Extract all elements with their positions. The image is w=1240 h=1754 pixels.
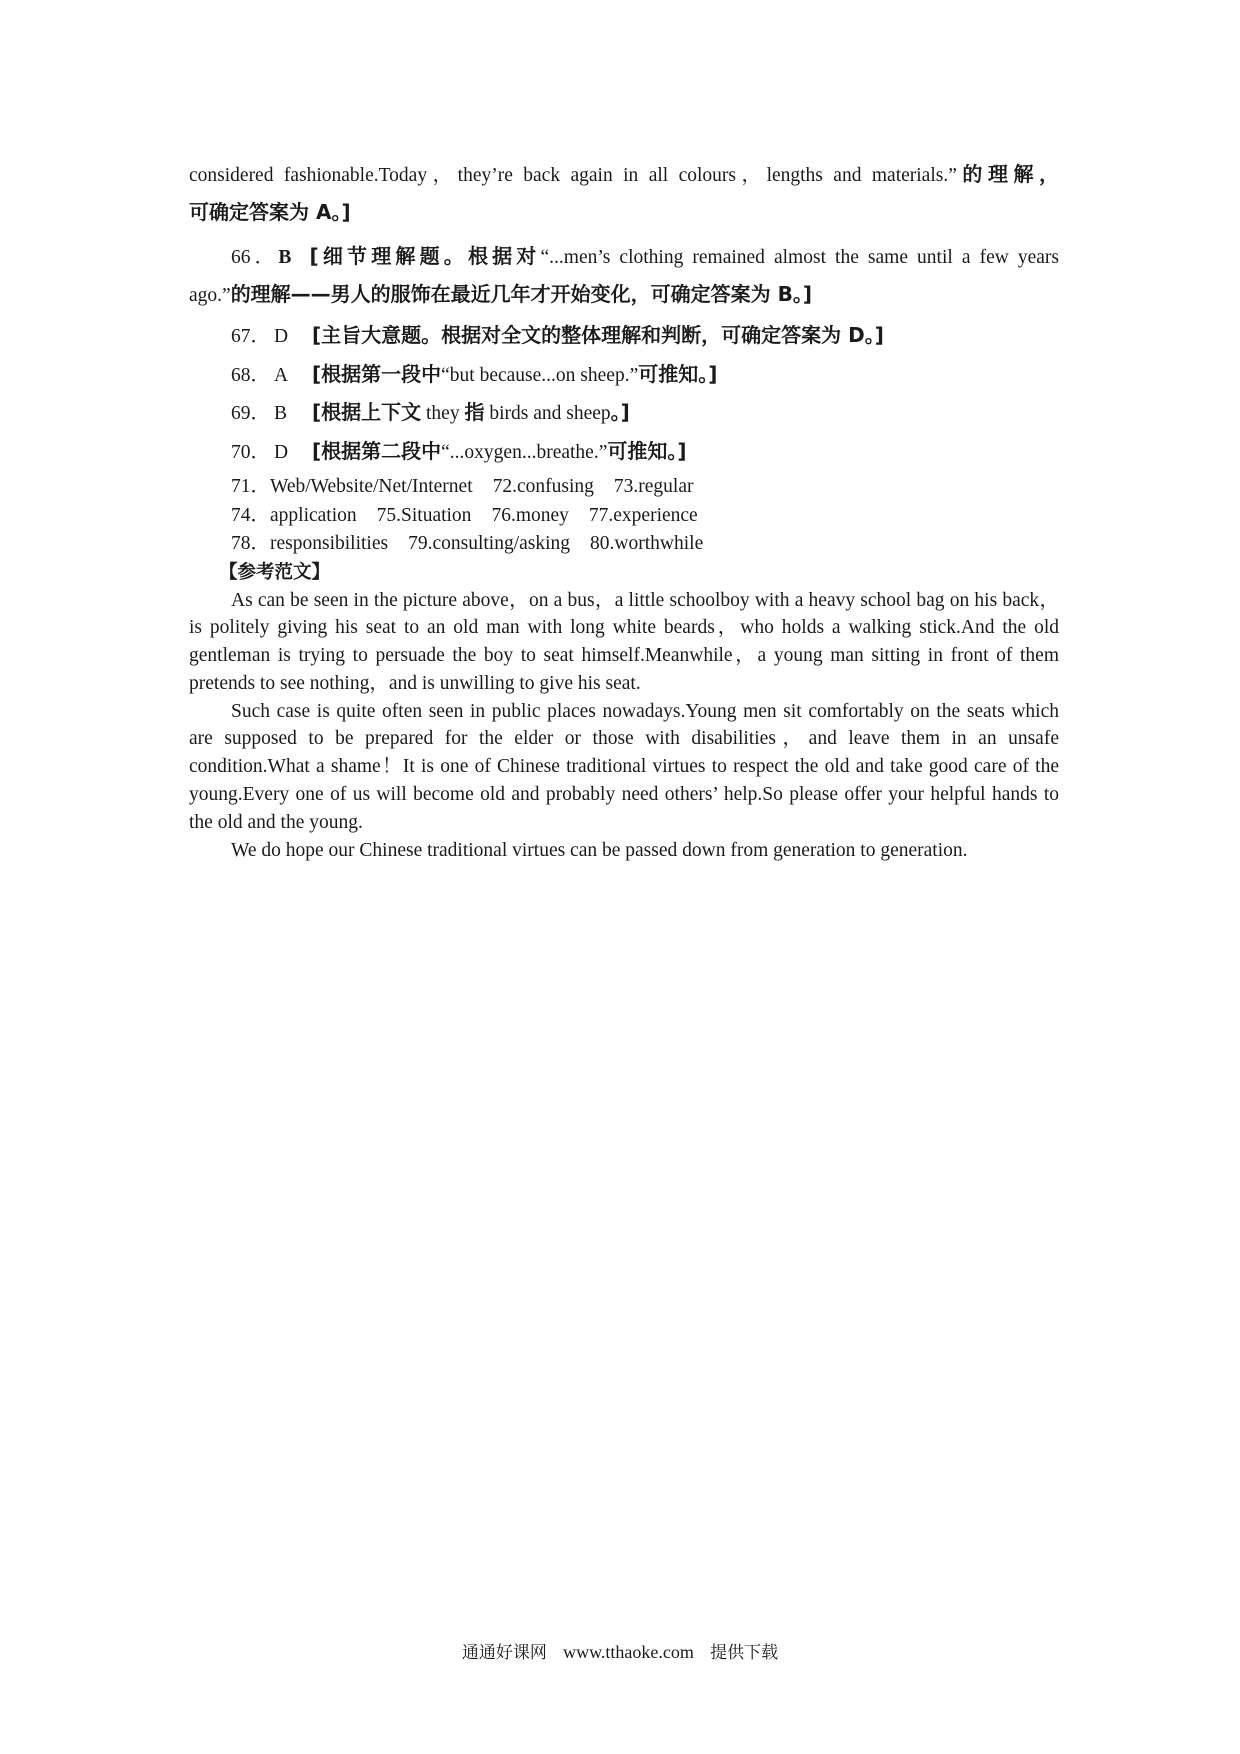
answer-letter: B	[274, 403, 288, 424]
continuation-english: considered fashionable.Today，they’re back again in all colours，lengths and materials.”	[189, 165, 957, 186]
footer-url[interactable]: www.tthaoke.com	[563, 1642, 694, 1662]
answer-66-line-1: 66．B [细节理解题。根据对“...men’s clothing remained almost the same until a few years	[231, 244, 1060, 268]
continuation-line-2: 可确定答案为 A。]	[189, 200, 351, 224]
fill-row-78-80: 78．responsibilities 79.consulting/asking 80.worthwhile	[231, 533, 704, 554]
answer-70: 70． D [根据第二段中“...oxygen...breathe.”可推知。]	[189, 433, 1059, 472]
answer-letter: A	[274, 364, 289, 386]
essay-paragraph: As can be seen in the picture above，on a bus，a little schoolboy with a heavy school bag on his back，is politely giving his seat to an old man with long white beards，who holds a walking stick.And the old gentleman is trying to persuade the boy to seat himself.Meanwhile，a young man sitting in front of them pretends to see nothing，and is unwilling to give his seat.	[189, 589, 1059, 694]
answer-66-line-2: ago.”的理解——男人的服饰在最近几年才开始变化，可确定答案为 B。]	[189, 282, 813, 306]
answer-68: 68． A [根据第一段中“but because...on sheep.”可推知。]	[189, 356, 1059, 395]
footer-site-name: 通通好课网	[461, 1643, 547, 1663]
answer-69: 69． B [根据上下文 they 指 birds and sheep。]	[189, 394, 1059, 433]
answer-letter: D	[274, 441, 289, 463]
continuation-chinese: 的理解，	[956, 162, 1060, 186]
answer-67: 67． D [主旨大意题。根据对全文的整体理解和判断，可确定答案为 D。]	[189, 317, 1059, 356]
sample-essay	[189, 587, 1059, 865]
footer-suffix: 提供下载	[710, 1643, 779, 1663]
essay-paragraph: Such case is quite often seen in public places nowadays.Young men sit comfortably on the seats which are supposed to be prepared for the elder or those with disabilities，and leave them in an unsafe condition.What a shame！It is one of Chinese traditional virtues to respect the old and take good care of the young.Every one of us will become old and probably need others’ help.So please offer your helpful hands to the old and the young.	[189, 700, 1059, 833]
answer-key-content	[189, 156, 1059, 864]
essay-heading: 【参考范文】	[219, 561, 331, 583]
page-footer	[0, 1638, 1240, 1663]
answer-letter: B	[278, 247, 292, 268]
fill-row-71-73: 71．Web/Website/Net/Internet 72.confusing 73.regular	[231, 476, 694, 497]
fill-row-74-77: 74．application 75.Situation 76.money 77.experience	[231, 504, 698, 526]
answer-letter: D	[274, 326, 289, 347]
essay-paragraph: We do hope our Chinese traditional virtues can be passed down from generation to generation.	[231, 839, 968, 861]
continuation-line-1	[189, 156, 1059, 194]
